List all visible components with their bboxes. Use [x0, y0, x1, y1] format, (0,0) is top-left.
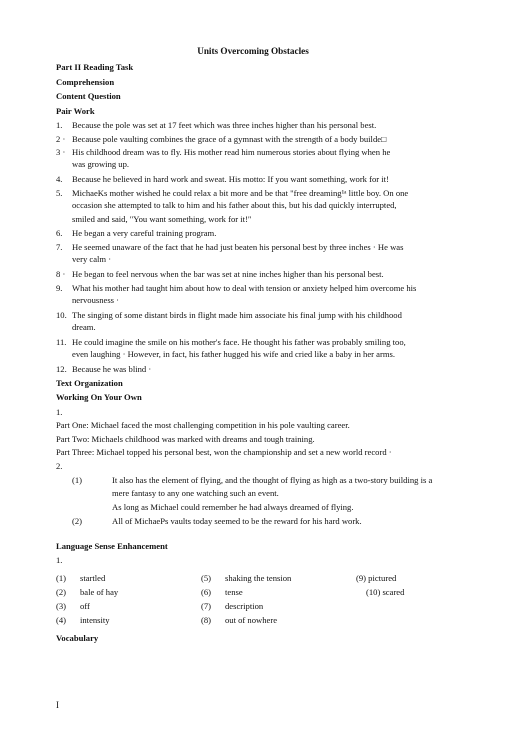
answer-item — [56, 146, 474, 173]
lang-column-3 — [356, 571, 404, 599]
answer-list — [56, 119, 474, 376]
lang-item: (1) startled — [56, 572, 106, 583]
sub-answer-cont2: As long as Michael could remember he had always dreamed of flying. — [112, 502, 354, 513]
answer-item — [56, 227, 474, 241]
answer-number: 8 · — [56, 269, 66, 279]
answer-continuation: even laughing · However, in fact, his father hugged his wife and cried like a baby in her arms. — [72, 348, 396, 359]
sub-answer-text: All of MichaePs vaults today seemed to be the reward for his hard work. — [112, 516, 362, 527]
section-heading-part: Part II Reading Task — [56, 62, 134, 72]
answer-text: The singing of some distant birds in flight made him associate his final jump with his childhood — [72, 309, 402, 320]
sub-answer-cont: mere fantasy to any one watching such an event. — [112, 488, 279, 499]
answer-item — [56, 119, 474, 133]
answer-continuation: smiled and said, "You want something, work for it!" — [72, 213, 252, 224]
answer-item — [56, 362, 474, 376]
sub-answer-1 — [72, 473, 474, 515]
sub-answer-2 — [72, 515, 474, 529]
lang-item: (7) description — [201, 600, 264, 611]
answer-number: 9. — [56, 282, 63, 293]
sub-answer-number: (1) — [72, 474, 83, 485]
answer-text: Because the pole was set at 17 feet which was three inches higher than his personal best. — [72, 120, 377, 131]
document-body — [56, 60, 474, 646]
answer-item — [56, 281, 474, 308]
lang-item: (3) off — [56, 600, 90, 611]
list-number: 1. — [56, 406, 63, 417]
answer-text: Because he believed in hard work and sweat. His motto: If you want something, work for it! — [72, 174, 389, 185]
section-heading-language-sense: Language Sense Enhancement — [56, 540, 168, 551]
answer-continuation: very calm · — [72, 254, 112, 265]
answer-number: 3 · — [56, 147, 66, 158]
sub-answer-list — [72, 473, 474, 529]
answer-number: 5. — [56, 187, 63, 198]
answer-item — [56, 268, 474, 282]
lang-item: (2) bale of hay — [56, 586, 119, 597]
answer-item — [56, 173, 474, 187]
answer-text: His childhood dream was to fly. His mother read him numerous stories about flying when he — [72, 147, 391, 158]
lang-column-1 — [56, 571, 118, 627]
lang-item: (8) out of nowhere — [201, 614, 278, 625]
answer-number: 10. — [56, 309, 67, 320]
answer-number: 2 · — [56, 133, 66, 144]
sub-answer-number: (2) — [72, 516, 83, 527]
answer-continuation: occasion she attempted to talk to him and his father about this, but his dad quickly interrupted, — [72, 200, 397, 211]
answer-text: He seemed unaware of the fact that he had just beaten his personal best by three inches · He was — [72, 241, 404, 252]
answer-number: 11. — [56, 336, 67, 347]
answer-text: He began a very careful training program. — [72, 228, 217, 239]
answer-number: 6. — [56, 228, 63, 239]
lang-item: (6) tense — [201, 586, 243, 597]
part-one: Part One: Michael faced the most challenging competition in his pole vaulting career. — [56, 420, 350, 431]
answer-text: Because he was blind · — [72, 363, 152, 374]
answer-text: Because pole vaulting combines the grace of a gymnast with the strength of a body builde□ — [72, 133, 387, 144]
vocabulary-answer-grid — [56, 571, 474, 631]
lang-item: (5) shaking the tension — [201, 572, 292, 583]
answer-number: 1. — [56, 120, 63, 131]
answer-item — [56, 308, 474, 335]
section-heading-vocabulary: Vocabulary — [56, 633, 99, 644]
answer-text: He could imagine the smile on his mother's face. He thought his father was probably smiling too, — [72, 336, 406, 347]
lang-column-2 — [201, 571, 291, 627]
page-title: Units Overcoming Obstacles — [197, 46, 309, 56]
part-two: Part Two: Michaels childhood was marked with dreams and tough training. — [56, 433, 315, 444]
answer-text: He began to feel nervous when the bar was set at nine inches higher than his personal best. — [72, 269, 384, 279]
answer-continuation: dream. — [72, 321, 96, 332]
answer-item — [56, 335, 474, 362]
section-heading-working-on-your-own: Working On Your Own — [56, 392, 142, 403]
lang-item: (9) pictured — [356, 572, 397, 583]
answer-text: MichaeKs mother wished he could relax a bit more and be that "free dreaming¹ᵃ little boy. On one — [72, 187, 409, 198]
lang-item: (4) intensity — [56, 614, 110, 625]
section-heading-content-question: Content Question — [56, 91, 121, 102]
answer-number: 4. — [56, 174, 63, 185]
answer-item — [56, 132, 474, 146]
answer-text: What his mother had taught him about how to deal with tension or anxiety helped him overcome his — [72, 282, 417, 293]
section-heading-pair-work: Pair Work — [56, 106, 95, 117]
answer-continuation: nervousness · — [72, 294, 120, 305]
part-three: Part Three: Michael topped his personal best, won the championship and set a new world record · — [56, 447, 392, 458]
section-number: I — [56, 700, 59, 710]
answer-number: 12. — [56, 363, 67, 374]
list-number: 2. — [56, 460, 63, 471]
sub-answer-text: It also has the element of flying, and the thought of flying as high as a two-story building is a — [112, 474, 433, 485]
answer-item — [56, 241, 474, 268]
answer-item — [56, 187, 474, 228]
answer-number: 7. — [56, 241, 63, 252]
section-heading-text-organization: Text Organization — [56, 377, 123, 388]
list-number: 1. — [56, 555, 63, 566]
answer-continuation: was growing up. — [72, 159, 130, 170]
section-heading-comprehension: Comprehension — [56, 76, 115, 87]
lang-item: (10) scared — [366, 586, 405, 597]
